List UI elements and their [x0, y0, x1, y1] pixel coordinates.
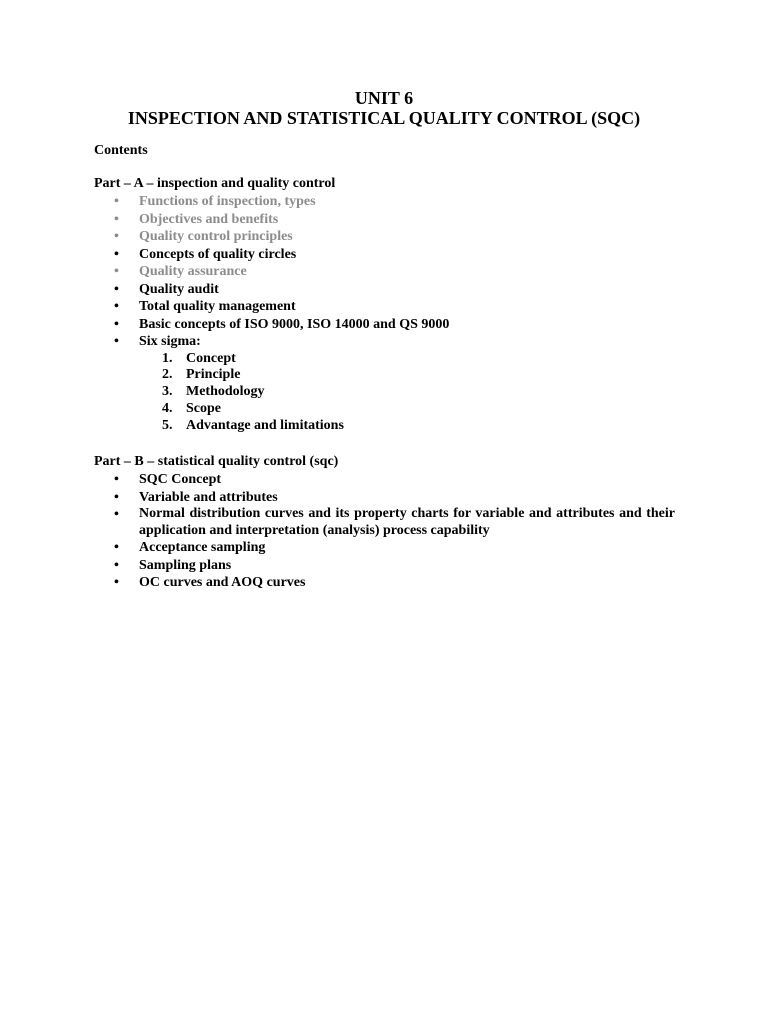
list-item-text: Basic concepts of ISO 9000, ISO 14000 and QS 9000: [139, 316, 450, 332]
list-item: [0, 557, 768, 575]
list-item: [0, 539, 768, 557]
part-a-list: [0, 193, 768, 435]
list-item: [0, 263, 768, 281]
list-item-text: Variable and attributes: [139, 489, 278, 505]
sublist-item-text: Principle: [186, 367, 241, 383]
list-item: [0, 471, 768, 489]
list-item-text: Quality audit: [139, 281, 219, 297]
list-item: [0, 506, 768, 539]
list-item-text: OC curves and AOQ curves: [139, 575, 306, 590]
list-item-text: SQC Concept: [139, 472, 222, 487]
bullet-icon: •: [114, 507, 119, 522]
list-item-text: Functions of inspection, types: [139, 194, 316, 209]
list-item-text: Total quality management: [139, 299, 296, 314]
unit-number-title: UNIT 6: [354, 88, 414, 108]
sublist-item: [139, 418, 675, 435]
sublist-number: 4.: [162, 401, 173, 417]
bullet-icon: •: [114, 281, 119, 297]
six-sigma-sublist: [139, 351, 675, 436]
list-item: [0, 228, 768, 246]
sublist-item: [139, 384, 675, 401]
contents-heading: Contents: [94, 143, 148, 158]
sublist-item-text: Methodology: [186, 384, 265, 400]
list-item: [0, 489, 768, 507]
list-item-text: Acceptance sampling: [139, 540, 266, 555]
sublist-item: [139, 367, 675, 384]
part-b-heading: Part – B – statistical quality control (sqc): [94, 454, 339, 469]
list-item-text: Six sigma:: [139, 334, 201, 349]
sublist-item-text: Concept: [186, 350, 236, 366]
bullet-icon: •: [114, 540, 119, 555]
list-item-text: Objectives and benefits: [139, 211, 279, 227]
list-item: [0, 246, 768, 264]
sublist-item: [139, 351, 675, 368]
list-item: [0, 193, 768, 211]
bullet-icon: •: [114, 472, 119, 487]
sublist-item-text: Advantage and limitations: [186, 418, 344, 434]
sublist-number: 3.: [162, 384, 173, 400]
bullet-icon: •: [114, 299, 119, 314]
part-b-list: [0, 471, 768, 592]
part-a-heading: Part – A – inspection and quality control: [94, 176, 336, 191]
bullet-icon: •: [114, 334, 119, 349]
list-item: [0, 298, 768, 316]
list-item-text: Quality control principles: [139, 229, 293, 244]
bullet-icon: •: [114, 489, 119, 505]
unit-main-title: INSPECTION AND STATISTICAL QUALITY CONTROL (SQC): [127, 108, 641, 128]
bullet-icon: •: [114, 316, 119, 332]
sublist-number: 5.: [162, 418, 173, 434]
sublist-item-text: Scope: [186, 401, 221, 417]
bullet-icon: •: [114, 194, 119, 209]
list-item-text: Quality assurance: [139, 264, 247, 279]
list-item: [0, 316, 768, 334]
bullet-icon: •: [114, 246, 119, 262]
bullet-icon: •: [114, 229, 119, 244]
list-item-text: Sampling plans: [139, 557, 232, 573]
list-item-text: Normal distribution curves and its property charts for variable and attributes and their application and interpretation (analysis) process capability: [139, 506, 675, 538]
bullet-icon: •: [114, 575, 119, 590]
sublist-number: 2.: [162, 367, 173, 383]
list-item: [0, 281, 768, 299]
list-item: [0, 211, 768, 229]
bullet-icon: •: [114, 264, 119, 279]
list-item-six-sigma: [0, 333, 768, 435]
bullet-icon: •: [114, 211, 119, 227]
sublist-item: [139, 401, 675, 418]
list-item: [0, 574, 768, 592]
list-item-text: Concepts of quality circles: [139, 246, 297, 262]
bullet-icon: •: [114, 557, 119, 573]
sublist-number: 1.: [162, 350, 173, 366]
